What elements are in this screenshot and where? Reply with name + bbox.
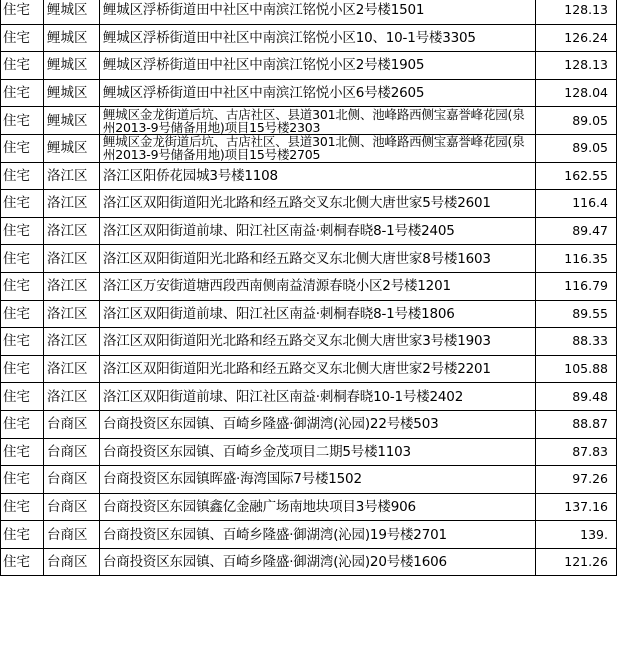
cell-address: 洛江区双阳街道阳光北路和经五路交叉东北侧大唐世家3号楼1903 bbox=[100, 328, 536, 356]
cell-type: 住宅 bbox=[1, 493, 44, 521]
cell-type: 住宅 bbox=[1, 162, 44, 190]
cell-area: 105.88 bbox=[536, 355, 617, 383]
table-row bbox=[1, 162, 617, 190]
cell-type: 住宅 bbox=[1, 466, 44, 494]
cell-area: 162.55 bbox=[536, 162, 617, 190]
cell-district: 鲤城区 bbox=[44, 0, 100, 24]
cell-area: 128.04 bbox=[536, 79, 617, 107]
table-row bbox=[1, 328, 617, 356]
cell-type: 住宅 bbox=[1, 438, 44, 466]
table-row bbox=[1, 410, 617, 438]
cell-address: 洛江区双阳街道前埭、阳江社区南益·刺桐春晓10-1号楼2402 bbox=[100, 383, 536, 411]
table-row bbox=[1, 0, 617, 24]
table-row bbox=[1, 548, 617, 576]
cell-address: 台商投资区东园镇、百崎乡金茂项目二期5号楼1103 bbox=[100, 438, 536, 466]
cell-area: 139. bbox=[536, 521, 617, 549]
cell-type: 住宅 bbox=[1, 79, 44, 107]
cell-type: 住宅 bbox=[1, 107, 44, 135]
cell-type: 住宅 bbox=[1, 272, 44, 300]
cell-address: 台商投资区东园镇、百崎乡隆盛·御湖湾(沁园)22号楼503 bbox=[100, 410, 536, 438]
cell-district: 鲤城区 bbox=[44, 107, 100, 135]
cell-district: 台商区 bbox=[44, 548, 100, 576]
cell-district: 台商区 bbox=[44, 521, 100, 549]
cell-area: 88.87 bbox=[536, 410, 617, 438]
cell-type: 住宅 bbox=[1, 410, 44, 438]
cell-address: 洛江区双阳街道前埭、阳江社区南益·刺桐春晓8-1号楼2405 bbox=[100, 217, 536, 245]
cell-area: 128.13 bbox=[536, 0, 617, 24]
cell-area: 116.35 bbox=[536, 245, 617, 273]
cell-district: 洛江区 bbox=[44, 190, 100, 218]
cell-address: 台商投资区东园镇晖盛·海湾国际7号楼1502 bbox=[100, 466, 536, 494]
cell-address: 鲤城区金龙街道后坑、古店社区、县道301北侧、池峰路西侧宝嘉誉峰花园(泉州2013-9号储备用地)项目15号楼2303 bbox=[100, 107, 536, 135]
cell-area: 89.55 bbox=[536, 300, 617, 328]
cell-type: 住宅 bbox=[1, 383, 44, 411]
table-row bbox=[1, 300, 617, 328]
cell-district: 洛江区 bbox=[44, 300, 100, 328]
cell-district: 台商区 bbox=[44, 493, 100, 521]
cell-district: 鲤城区 bbox=[44, 79, 100, 107]
cell-type: 住宅 bbox=[1, 217, 44, 245]
cell-type: 住宅 bbox=[1, 355, 44, 383]
cell-type: 住宅 bbox=[1, 548, 44, 576]
cell-type: 住宅 bbox=[1, 52, 44, 80]
cell-district: 洛江区 bbox=[44, 355, 100, 383]
cell-district: 洛江区 bbox=[44, 217, 100, 245]
cell-district: 台商区 bbox=[44, 466, 100, 494]
cell-district: 洛江区 bbox=[44, 328, 100, 356]
table-row bbox=[1, 24, 617, 52]
cell-address: 鲤城区金龙街道后坑、古店社区、县道301北侧、池峰路西侧宝嘉誉峰花园(泉州2013-9号储备用地)项目15号楼2705 bbox=[100, 134, 536, 162]
cell-address: 洛江区双阳街道阳光北路和经五路交叉东北侧大唐世家5号楼2601 bbox=[100, 190, 536, 218]
table-body bbox=[1, 0, 617, 576]
cell-type: 住宅 bbox=[1, 24, 44, 52]
table-row bbox=[1, 355, 617, 383]
cell-address: 鲤城区浮桥街道田中社区中南滨江铭悦小区2号楼1501 bbox=[100, 0, 536, 24]
cell-area: 116.4 bbox=[536, 190, 617, 218]
cell-area: 121.26 bbox=[536, 548, 617, 576]
cell-type: 住宅 bbox=[1, 300, 44, 328]
cell-address: 鲤城区浮桥街道田中社区中南滨江铭悦小区10、10-1号楼3305 bbox=[100, 24, 536, 52]
cell-address: 洛江区双阳街道阳光北路和经五路交叉东北侧大唐世家2号楼2201 bbox=[100, 355, 536, 383]
table-row bbox=[1, 190, 617, 218]
cell-district: 鲤城区 bbox=[44, 52, 100, 80]
table-row bbox=[1, 383, 617, 411]
cell-type: 住宅 bbox=[1, 328, 44, 356]
cell-area: 137.16 bbox=[536, 493, 617, 521]
cell-type: 住宅 bbox=[1, 134, 44, 162]
cell-area: 97.26 bbox=[536, 466, 617, 494]
cell-district: 洛江区 bbox=[44, 272, 100, 300]
cell-address: 洛江区双阳街道阳光北路和经五路交叉东北侧大唐世家8号楼1603 bbox=[100, 245, 536, 273]
cell-area: 87.83 bbox=[536, 438, 617, 466]
table-row bbox=[1, 466, 617, 494]
cell-area: 89.05 bbox=[536, 107, 617, 135]
cell-address: 洛江区阳侨花园城3号楼1108 bbox=[100, 162, 536, 190]
table-row bbox=[1, 521, 617, 549]
cell-area: 89.05 bbox=[536, 134, 617, 162]
cell-address: 洛江区万安街道塘西段西南侧南益清源春晓小区2号楼1201 bbox=[100, 272, 536, 300]
cell-area: 88.33 bbox=[536, 328, 617, 356]
cell-district: 鲤城区 bbox=[44, 24, 100, 52]
cell-type: 住宅 bbox=[1, 190, 44, 218]
table-row bbox=[1, 52, 617, 80]
table-row bbox=[1, 217, 617, 245]
table-row bbox=[1, 438, 617, 466]
table-row bbox=[1, 134, 617, 162]
cell-area: 126.24 bbox=[536, 24, 617, 52]
cell-district: 台商区 bbox=[44, 438, 100, 466]
cell-district: 洛江区 bbox=[44, 383, 100, 411]
cell-district: 洛江区 bbox=[44, 162, 100, 190]
table-row bbox=[1, 107, 617, 135]
cell-district: 鲤城区 bbox=[44, 134, 100, 162]
cell-area: 89.47 bbox=[536, 217, 617, 245]
table-row bbox=[1, 245, 617, 273]
cell-address: 台商投资区东园镇、百崎乡隆盛·御湖湾(沁园)20号楼1606 bbox=[100, 548, 536, 576]
cell-type: 住宅 bbox=[1, 245, 44, 273]
cell-address: 鲤城区浮桥街道田中社区中南滨江铭悦小区6号楼2605 bbox=[100, 79, 536, 107]
cell-type: 住宅 bbox=[1, 521, 44, 549]
cell-address: 台商投资区东园镇、百崎乡隆盛·御湖湾(沁园)19号楼2701 bbox=[100, 521, 536, 549]
cell-address: 洛江区双阳街道前埭、阳江社区南益·刺桐春晓8-1号楼1806 bbox=[100, 300, 536, 328]
cell-address: 鲤城区浮桥街道田中社区中南滨江铭悦小区2号楼1905 bbox=[100, 52, 536, 80]
table-row bbox=[1, 493, 617, 521]
cell-address: 台商投资区东园镇鑫亿金融广场南地块项目3号楼906 bbox=[100, 493, 536, 521]
cell-district: 台商区 bbox=[44, 410, 100, 438]
cell-area: 89.48 bbox=[536, 383, 617, 411]
cell-district: 洛江区 bbox=[44, 245, 100, 273]
table-row bbox=[1, 272, 617, 300]
cell-area: 128.13 bbox=[536, 52, 617, 80]
table-row bbox=[1, 79, 617, 107]
cell-type: 住宅 bbox=[1, 0, 44, 24]
cell-area: 116.79 bbox=[536, 272, 617, 300]
